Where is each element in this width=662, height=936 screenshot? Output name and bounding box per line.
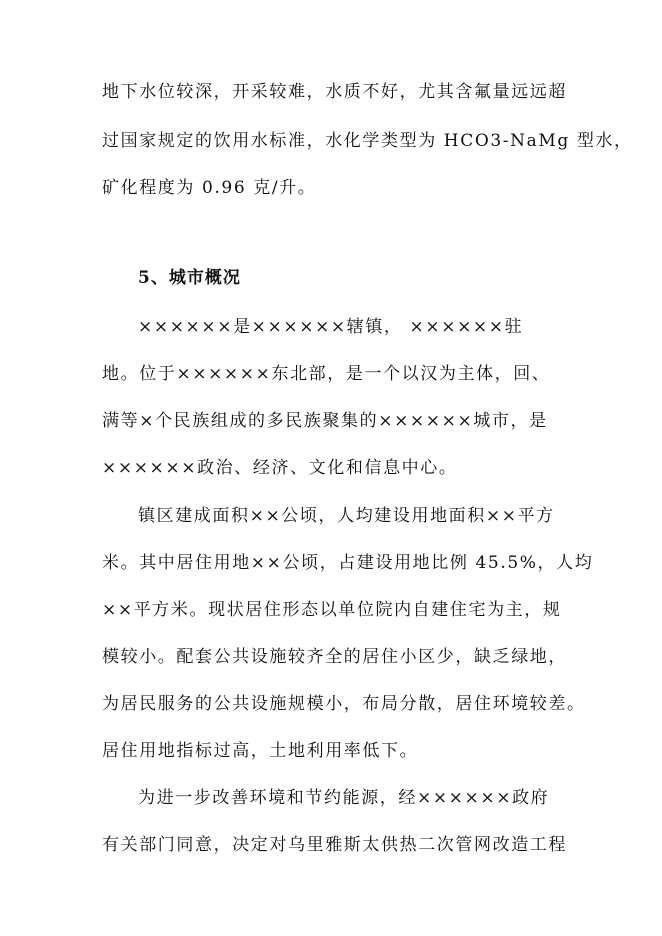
text-line: ××××××政治、经济、文化和信息中心。	[102, 458, 458, 478]
text-line: 有关部门同意，决定对乌里雅斯太供热二次管网改造工程	[102, 835, 567, 855]
text-line: 地。位于××××××东北部，是一个以汉为主体，回、	[102, 364, 551, 384]
text-line: 镇区建成面积××公顷，人均建设用地面积××平方	[138, 506, 555, 526]
text-line: ××××××是××××××辖镇， ××××××驻	[138, 317, 524, 337]
text-line: 模较小。配套公共设施较齐全的居住小区少，缺乏绿地，	[102, 647, 567, 667]
text-line: 为进一步改善环境和节约能源，经××××××政府	[138, 788, 550, 808]
text-line: 满等×个民族组成的多民族聚集的××××××城市，是	[102, 411, 548, 431]
text-line: 矿化程度为 0.96 克/升。	[102, 178, 317, 198]
section-heading: 5、城市概况	[138, 268, 241, 288]
text-line: 米。其中居住用地××公顷，占建设用地比例 45.5%，人均	[102, 553, 594, 573]
text-line: 居住用地指标过高，土地利用率低下。	[102, 741, 419, 761]
text-line: ××平方米。现状居住形态以单位院内自建住宅为主，规	[102, 600, 562, 620]
text-line: 为居民服务的公共设施规模小，布局分散，居住环境较差。	[102, 694, 586, 714]
text-line: 地下水位较深，开采较难，水质不好，尤其含氟量远远超	[102, 82, 567, 102]
text-line: 过国家规定的饮用水标准，水化学类型为 HCO3-NaMg 型水，	[102, 131, 633, 151]
